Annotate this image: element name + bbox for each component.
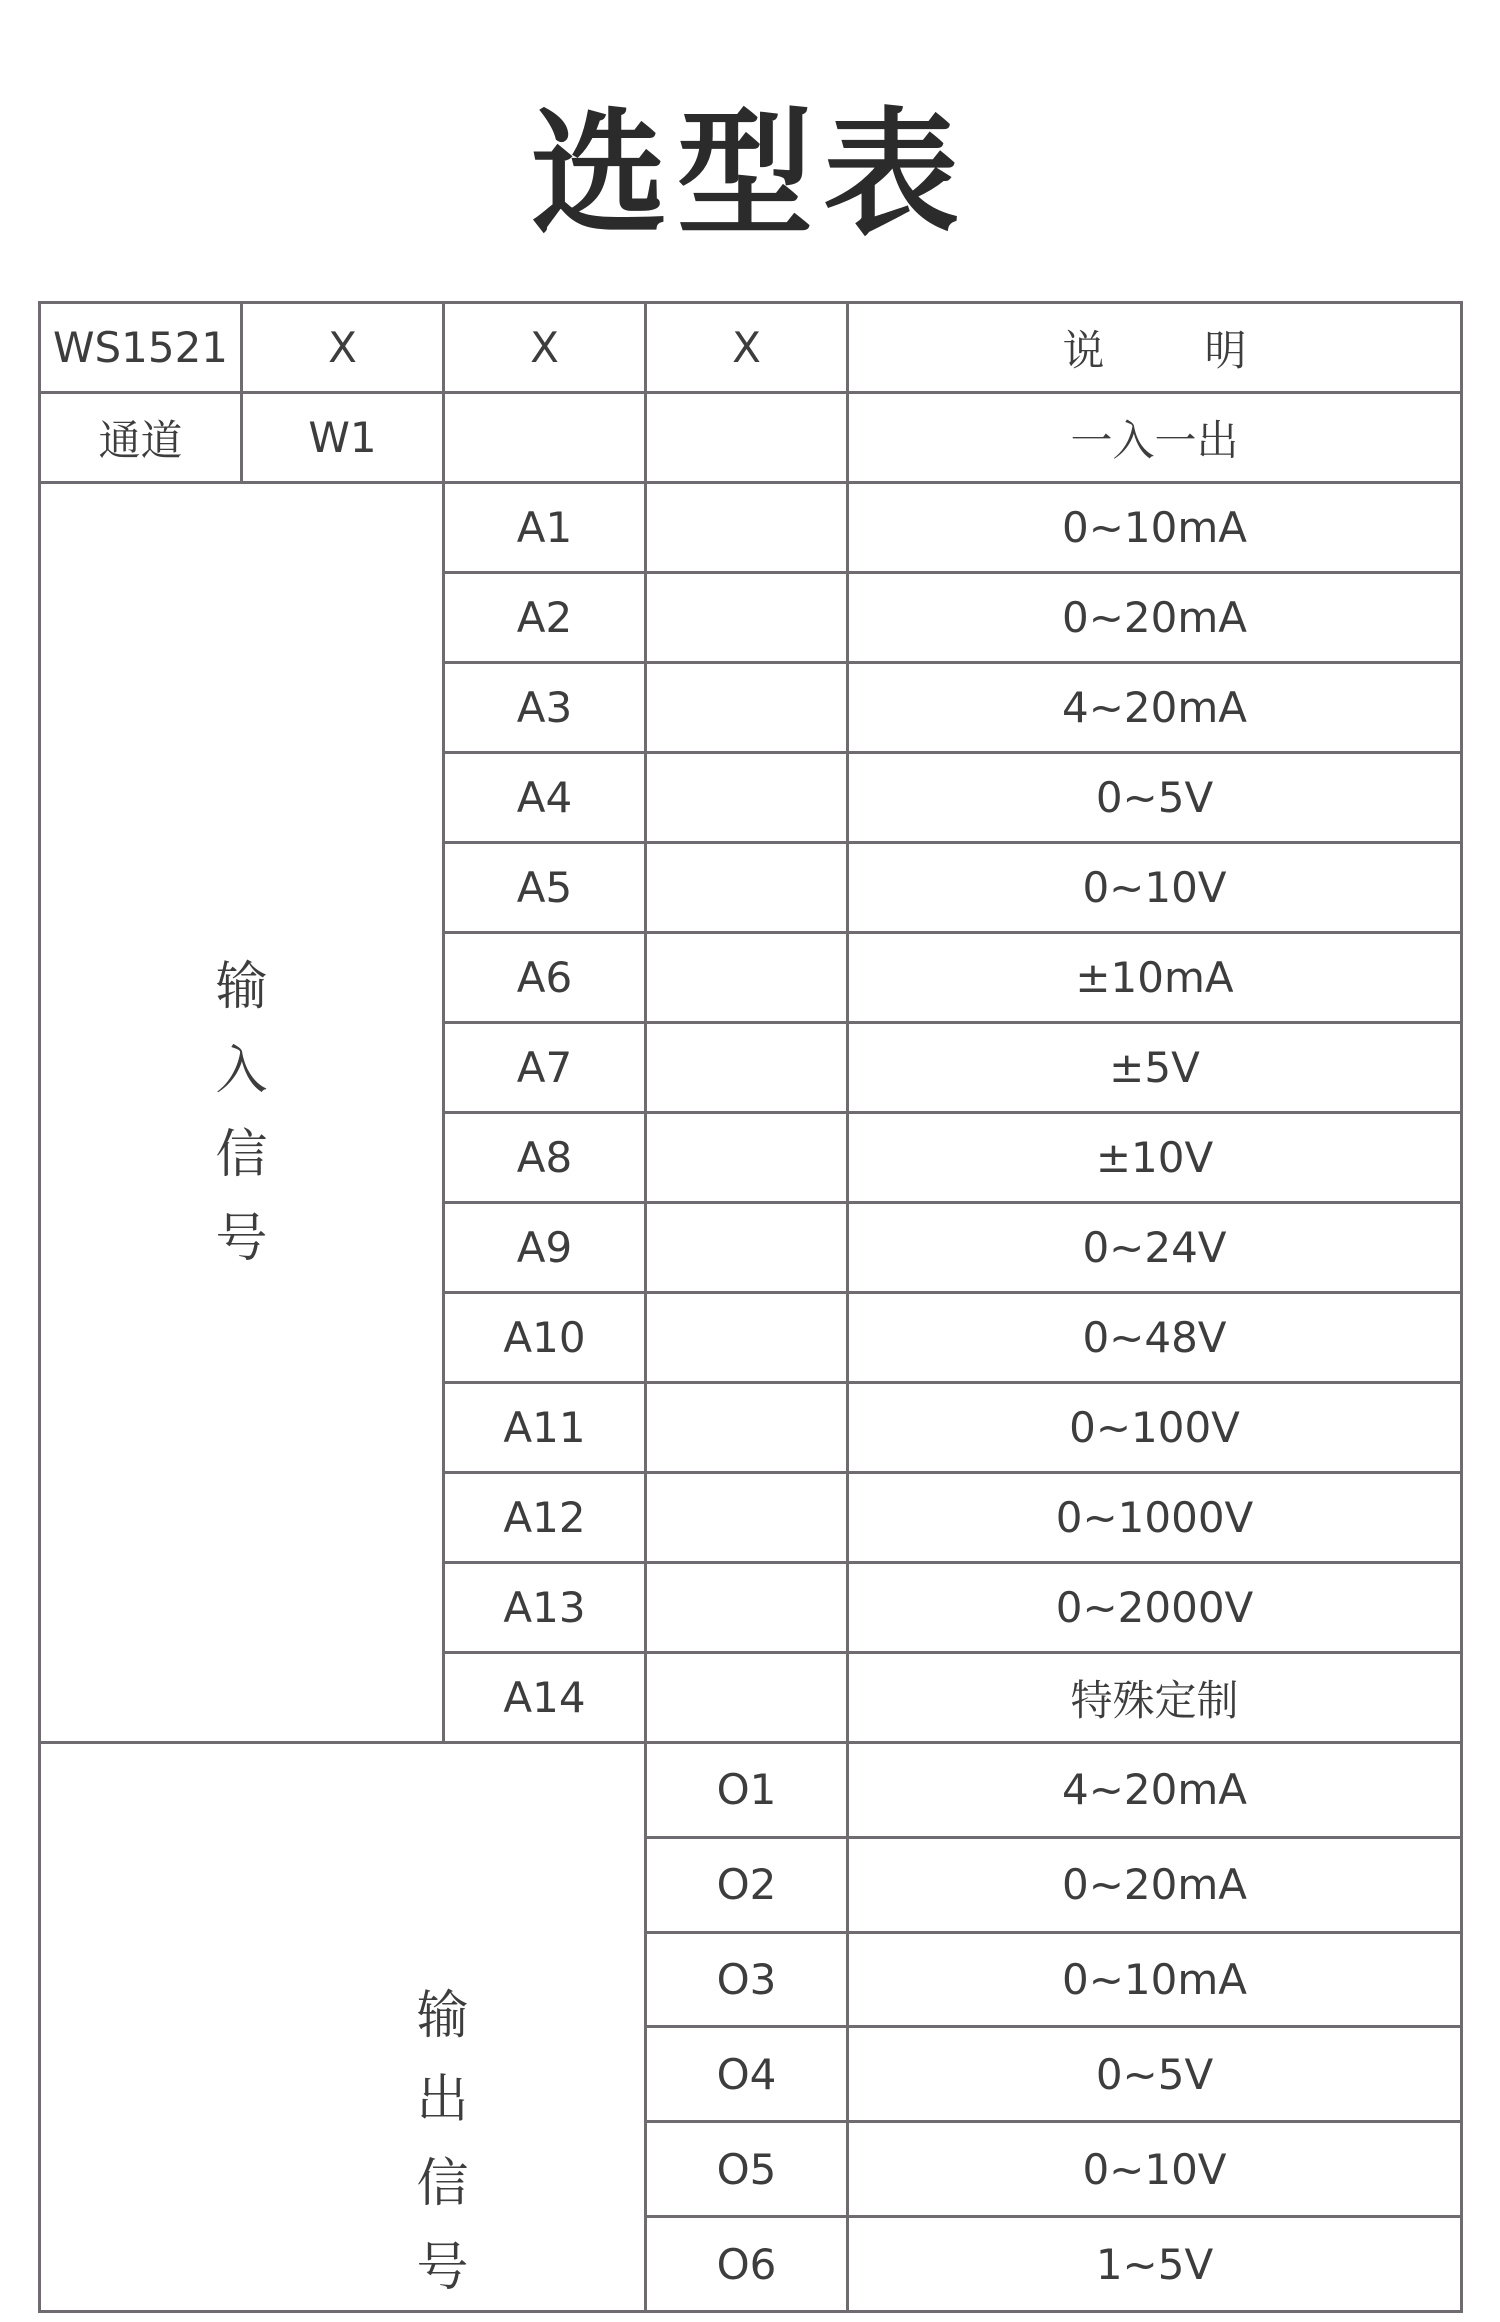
input-signal-code-cell: A13 — [444, 1563, 646, 1653]
input-signal-description-cell: 0~5V — [848, 753, 1462, 843]
input-signal-label-char: 号 — [215, 1208, 268, 1269]
output-signal-label-char: 输 — [416, 1986, 469, 2046]
output-signal-description-cell: 0~10V — [848, 2122, 1462, 2217]
input-signal-code-cell: A11 — [444, 1383, 646, 1473]
output-signal-row — [40, 1743, 1462, 1838]
output-signal-code-cell: O3 — [646, 1932, 848, 2027]
input-signal-label-cell — [40, 483, 444, 1743]
input-signal-label-char: 输 — [215, 956, 268, 1017]
output-signal-label-char: 出 — [416, 2070, 469, 2130]
input-signal-empty-cell — [646, 1203, 848, 1293]
input-signal-code-cell: A3 — [444, 663, 646, 753]
input-signal-code-cell: A1 — [444, 483, 646, 573]
input-signal-description-cell: 4~20mA — [848, 663, 1462, 753]
channel-label-cell: 通道 — [40, 393, 242, 483]
input-signal-row — [40, 483, 1462, 573]
input-signal-empty-cell — [646, 933, 848, 1023]
input-signal-empty-cell — [646, 1023, 848, 1113]
input-signal-description-cell: 0~2000V — [848, 1563, 1462, 1653]
selection-table — [38, 301, 1463, 2313]
input-signal-description-cell: ±10mA — [848, 933, 1462, 1023]
channel-row — [40, 393, 1462, 483]
output-signal-description-cell: 0~20mA — [848, 1837, 1462, 1932]
input-signal-code-cell: A7 — [444, 1023, 646, 1113]
header-x-cell-2: X — [444, 303, 646, 393]
output-signal-description-cell: 0~5V — [848, 2027, 1462, 2122]
input-signal-empty-cell — [646, 483, 848, 573]
input-signal-description-cell: 0~10mA — [848, 483, 1462, 573]
output-signal-vertical-label — [413, 1974, 473, 2310]
input-signal-vertical-label — [212, 945, 272, 1281]
input-signal-code-cell: A6 — [444, 933, 646, 1023]
input-signal-empty-cell — [646, 1113, 848, 1203]
input-signal-code-cell: A9 — [444, 1203, 646, 1293]
output-signal-code-cell: O1 — [646, 1743, 848, 1838]
input-signal-description-cell: 0~48V — [848, 1293, 1462, 1383]
input-signal-description-cell: ±5V — [848, 1023, 1462, 1113]
output-signal-description-cell: 4~20mA — [848, 1743, 1462, 1838]
input-signal-description-cell: ±10V — [848, 1113, 1462, 1203]
output-signal-code-cell: O5 — [646, 2122, 848, 2217]
input-signal-empty-cell — [646, 1383, 848, 1473]
input-signal-empty-cell — [646, 1563, 848, 1653]
input-signal-code-cell: A4 — [444, 753, 646, 843]
output-signal-code-cell: O6 — [646, 2217, 848, 2312]
input-signal-code-cell: A8 — [444, 1113, 646, 1203]
input-signal-description-cell: 0~20mA — [848, 573, 1462, 663]
description-header-char-1: 说 — [1062, 325, 1105, 375]
header-x-cell-3: X — [646, 303, 848, 393]
output-signal-description-cell: 0~10mA — [848, 1932, 1462, 2027]
input-signal-empty-cell — [646, 753, 848, 843]
input-signal-empty-cell — [646, 843, 848, 933]
input-signal-empty-cell — [646, 663, 848, 753]
channel-empty-cell-1 — [444, 393, 646, 483]
output-signal-description-cell: 1~5V — [848, 2217, 1462, 2312]
model-code-cell: WS1521 — [40, 303, 242, 393]
input-signal-description-cell: 0~10V — [848, 843, 1462, 933]
input-signal-description-cell: 0~100V — [848, 1383, 1462, 1473]
input-signal-description-cell: 特殊定制 — [848, 1653, 1462, 1743]
input-signal-code-cell: A2 — [444, 573, 646, 663]
description-header-char-2: 明 — [1204, 325, 1247, 375]
output-signal-label-cell — [40, 1743, 646, 2312]
channel-empty-cell-2 — [646, 393, 848, 483]
input-signal-empty-cell — [646, 1653, 848, 1743]
input-signal-empty-cell — [646, 1473, 848, 1563]
output-signal-label-char: 信 — [416, 2154, 469, 2214]
table-header-row — [40, 303, 1462, 393]
input-signal-code-cell: A10 — [444, 1293, 646, 1383]
page-title: 选型表 — [531, 96, 969, 254]
input-signal-label-char: 信 — [215, 1124, 268, 1185]
input-signal-empty-cell — [646, 1293, 848, 1383]
header-x-cell-1: X — [242, 303, 444, 393]
input-signal-label-char: 入 — [215, 1040, 268, 1101]
input-signal-code-cell: A5 — [444, 843, 646, 933]
input-signal-description-cell: 0~24V — [848, 1203, 1462, 1293]
output-signal-code-cell: O4 — [646, 2027, 848, 2122]
channel-code-cell: W1 — [242, 393, 444, 483]
input-signal-code-cell: A14 — [444, 1653, 646, 1743]
input-signal-empty-cell — [646, 573, 848, 663]
channel-description-cell: 一入一出 — [848, 393, 1462, 483]
selection-table-wrapper — [38, 301, 1460, 2313]
input-signal-code-cell: A12 — [444, 1473, 646, 1563]
description-header-cell — [848, 303, 1462, 393]
output-signal-label-char: 号 — [416, 2238, 469, 2298]
output-signal-code-cell: O2 — [646, 1837, 848, 1932]
input-signal-description-cell: 0~1000V — [848, 1473, 1462, 1563]
